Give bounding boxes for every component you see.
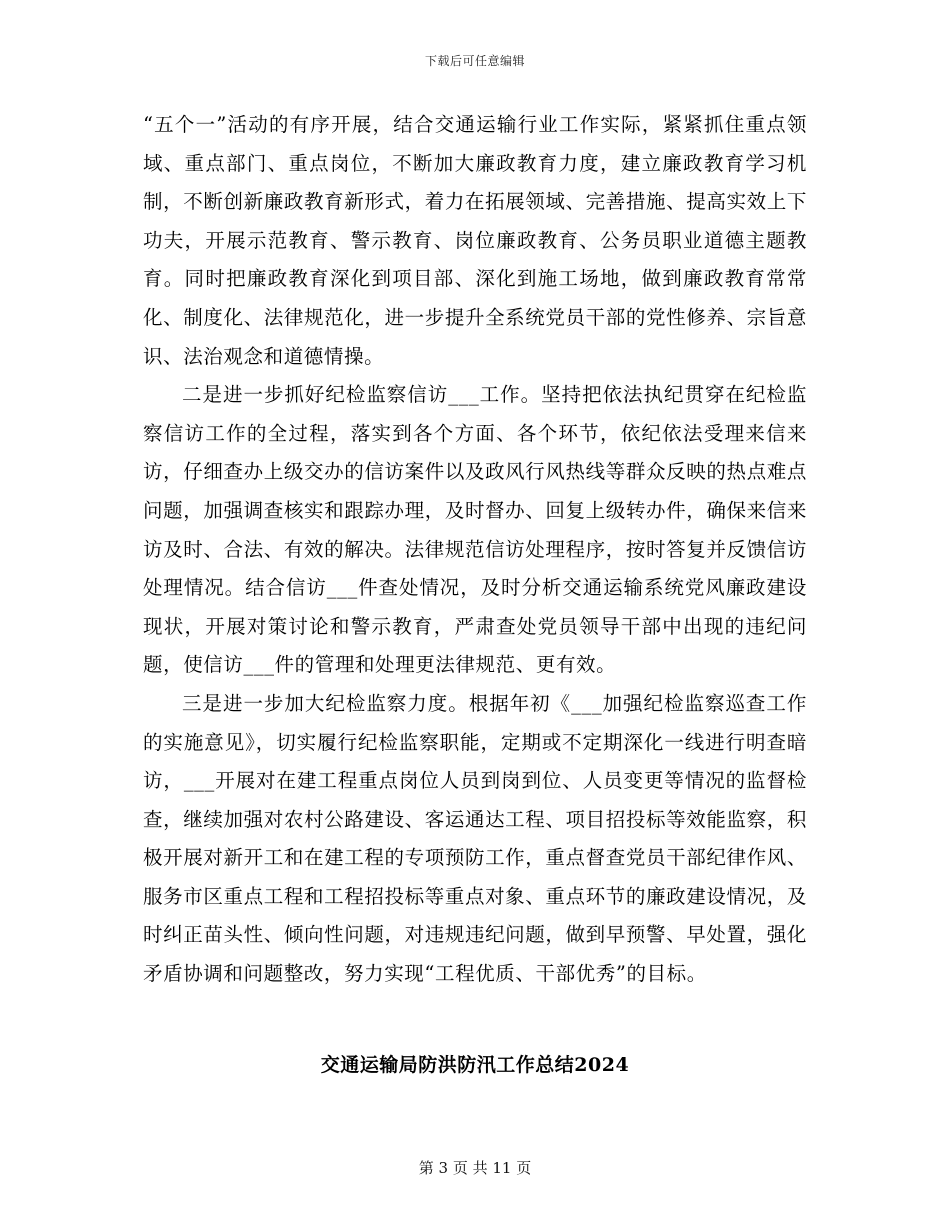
page-header-note: 下载后可任意编辑 [424,54,525,68]
document-body [143,106,807,994]
section-title: 交通运输局防洪防汛工作总结2024 [320,1054,630,1076]
paragraph-item-two: 二是进一步抓好纪检监察信访___工作。坚持把依法执纪贯穿在纪检监察信访工作的全过程，落实到各个方面、各个环节，依纪依法受理来信来访，仔细查办上级交办的信访案件以及政风行风热线等群众反映的热点难点问题，加强调查核实和跟踪办理，及时督办、回复上级转办件，确保来信来访及时、合法、有效的解决。法律规范信访处理程序，按时答复并反馈信访处理情况。结合信访___件查处情况，及时分析交通运输系统党风廉政建设现状，开展对策讨论和警示教育，严肃查处党员领导干部中出现的违纪问题，使信访___件的管理和处理更法律规范、更有效。 [143,383,807,677]
paragraph-continuation: “五个一”活动的有序开展，结合交通运输行业工作实际，紧紧抓住重点领域、重点部门、重点岗位，不断加大廉政教育力度，建立廉政教育学习机制，不断创新廉政教育新形式，着力在拓展领域、完善措施、提高实效上下功夫，开展示范教育、警示教育、岗位廉政教育、公务员职业道德主题教育。同时把廉政教育深化到项目部、深化到施工场地，做到廉政教育常常化、制度化、法律规范化，进一步提升全系统党员干部的党性修养、宗旨意识、法治观念和道德情操。 [143,113,807,368]
paragraph-item-three: 三是进一步加大纪检监察力度。根据年初《___加强纪检监察巡查工作的实施意见》，切实履行纪检监察职能，定期或不定期深化一线进行明查暗访，___开展对在建工程重点岗位人员到岗到位、人员变更等情况的监督检查，继续加强对农村公路建设、客运通达工程、项目招投标等效能监察，积极开展对新开工和在建工程的专项预防工作，重点督查党员干部纪律作风、服务市区重点工程和工程招投标等重点对象、重点环节的廉政建设情况，及时纠正苗头性、倾向性问题，对违规违纪问题，做到早预警、早处置，强化矛盾协调和问题整改，努力实现“工程优质、干部优秀”的目标。 [143,691,807,986]
page-number: 第 3 页 共 11 页 [418,1159,532,1177]
